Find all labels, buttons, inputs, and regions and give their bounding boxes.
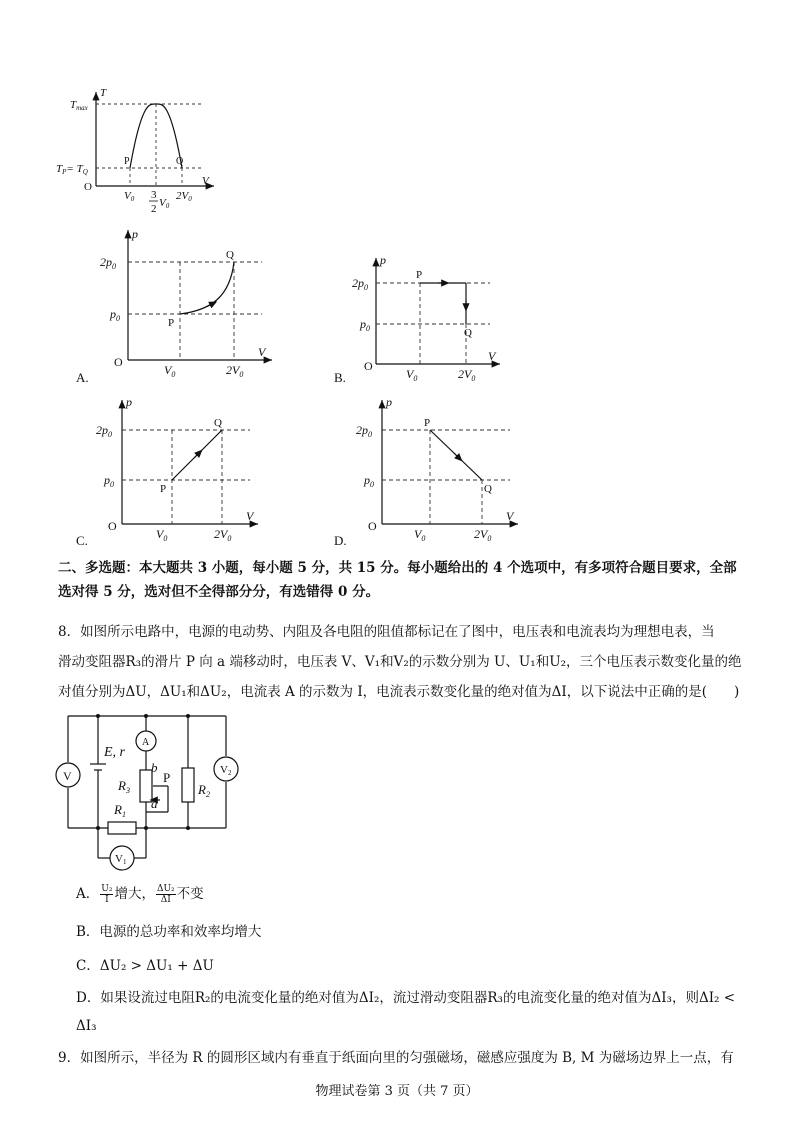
svg-text:p: p xyxy=(126,395,132,409)
svg-text:O: O xyxy=(368,519,377,533)
svg-text:V0: $V_0$ xyxy=(156,527,168,543)
v0-tick: V0 xyxy=(124,190,135,203)
svg-text:R1: $R_1$ xyxy=(114,802,126,819)
svg-text:Q: Q xyxy=(484,483,492,495)
svg-text:p: p xyxy=(132,227,138,241)
svg-text:D.: D. xyxy=(334,533,347,548)
svg-text:P: P xyxy=(424,417,431,429)
svg-text:p0: $p_0$ xyxy=(104,473,114,489)
svg-text:P: P xyxy=(163,770,171,785)
three-halves-den: 2 xyxy=(151,203,157,215)
svg-text:O: O xyxy=(108,519,117,533)
svg-text:V: V xyxy=(506,509,514,523)
svg-text:2V0: $2V_0$ xyxy=(458,367,476,383)
v-axis-label: V xyxy=(202,175,209,187)
svg-text:b: b xyxy=(151,760,158,775)
q8-option-d-line1: D．如果设流过电阻R₂的电流变化量的绝对值为ΔI₂，流过滑动变阻器R₃的电流变化量的绝对值为ΔI₃，则ΔI₂ < xyxy=(76,990,736,1006)
q8-option-d-line2: ΔI₃ xyxy=(76,1018,97,1034)
page-footer: 物理试卷第 3 页（共 7 页） xyxy=(315,1084,479,1099)
svg-text:p0: $p_0$ xyxy=(110,307,120,323)
svg-text:A.: A. xyxy=(76,370,89,385)
section2-line1: 二、多选题：本大题共 3 小题，每小题 5 分，共 15 分。每小题给出的 4 个选项中，有多项符合题目要求，全部 xyxy=(58,560,737,576)
t-axis-label: T xyxy=(100,87,107,99)
svg-text:R2: $R_2$ xyxy=(198,782,210,799)
svg-text:Q: Q xyxy=(464,327,472,339)
svg-text:P: P xyxy=(160,483,167,495)
tp-tq-label: TP= TQ xyxy=(56,163,88,176)
section2-line2: 选对得 5 分，选对但不全得部分分，有选错得 0 分。 xyxy=(58,584,380,600)
svg-text:p: p xyxy=(386,395,392,409)
svg-text:V: V xyxy=(246,509,254,523)
svg-text:V2: V2 xyxy=(220,764,232,777)
q8-line3: 对值分别为ΔU，ΔU₁和ΔU₂，电流表 A 的示数为 I，电流表示数变化量的绝对值为ΔI，以下说法中正确的是( ) xyxy=(58,684,740,700)
svg-text:a: a xyxy=(151,796,158,811)
svg-text:2V0: $2V_0$ xyxy=(214,527,232,543)
svg-text:2p0: $2p_0$ xyxy=(100,255,116,271)
svg-text:V0: $V_0$ xyxy=(164,363,176,379)
svg-text:V: V xyxy=(63,769,72,783)
svg-text:2p0: $2p_0$ xyxy=(96,423,112,439)
svg-text:A: A xyxy=(142,737,150,748)
q9-line1: 9．如图所示，半径为 R 的圆形区域内有垂直于纸面向里的匀强磁场，磁感应强度为 B, M 为磁场边界上一点，有 xyxy=(58,1050,734,1066)
point-q: Q xyxy=(176,156,184,167)
q8-line2: 滑动变阻器R₃的滑片 P 向 a 端移动时，电压表 V、V₁和V₂的示数分别为 U、U₁和U₂，三个电压表示数变化量的绝 xyxy=(58,654,742,670)
two-v0-tick: 2V0 xyxy=(176,190,192,203)
origin-label: O xyxy=(84,181,92,193)
svg-text:Q: Q xyxy=(226,249,234,261)
svg-text:E, r: E, r xyxy=(104,745,125,760)
tmax-label: Tmax xyxy=(70,99,88,112)
svg-text:p0: $p_0$ xyxy=(360,317,370,333)
svg-text:V: V xyxy=(258,345,266,359)
q8-option-c: C．ΔU₂ > ΔU₁ + ΔU xyxy=(76,958,214,974)
q8-option-a: A． $\frac{\text{U₂}}{I}$ 增大， $\frac{\text{ΔU₂}}{\Delta I}$ 不变 xyxy=(76,884,204,905)
three-halves-v: V0 xyxy=(159,197,170,210)
svg-text:V1: V1 xyxy=(115,853,127,866)
svg-text:P: P xyxy=(416,269,423,281)
q8-option-b: B．电源的总功率和效率均增大 xyxy=(76,924,262,940)
svg-text:Q: Q xyxy=(214,417,222,429)
svg-text:2V0: $2V_0$ xyxy=(226,363,244,379)
svg-text:p0: $p_0$ xyxy=(364,473,374,489)
svg-text:p: p xyxy=(380,253,386,267)
svg-text:V0: $V_0$ xyxy=(406,367,418,383)
svg-text:B.: B. xyxy=(334,370,346,385)
svg-text:V: V xyxy=(488,349,496,363)
svg-text:R3: $R_3$ xyxy=(118,778,130,795)
svg-text:O: O xyxy=(114,355,123,369)
svg-text:P: P xyxy=(168,317,175,329)
svg-text:V0: $V_0$ xyxy=(414,527,426,543)
svg-text:C.: C. xyxy=(76,533,88,548)
three-halves-num: 3 xyxy=(151,189,157,201)
svg-text:2V0: $2V_0$ xyxy=(474,527,492,543)
svg-text:2p0: $2p_0$ xyxy=(352,276,368,292)
q8-line1: 8．如图所示电路中，电源的电动势、内阻及各电阻的阻值都标记在了图中，电压表和电流表均为理想电表，当 xyxy=(58,624,715,640)
svg-text:O: O xyxy=(364,359,373,373)
svg-text:2p0: $2p_0$ xyxy=(356,423,372,439)
point-p: P xyxy=(124,156,130,167)
